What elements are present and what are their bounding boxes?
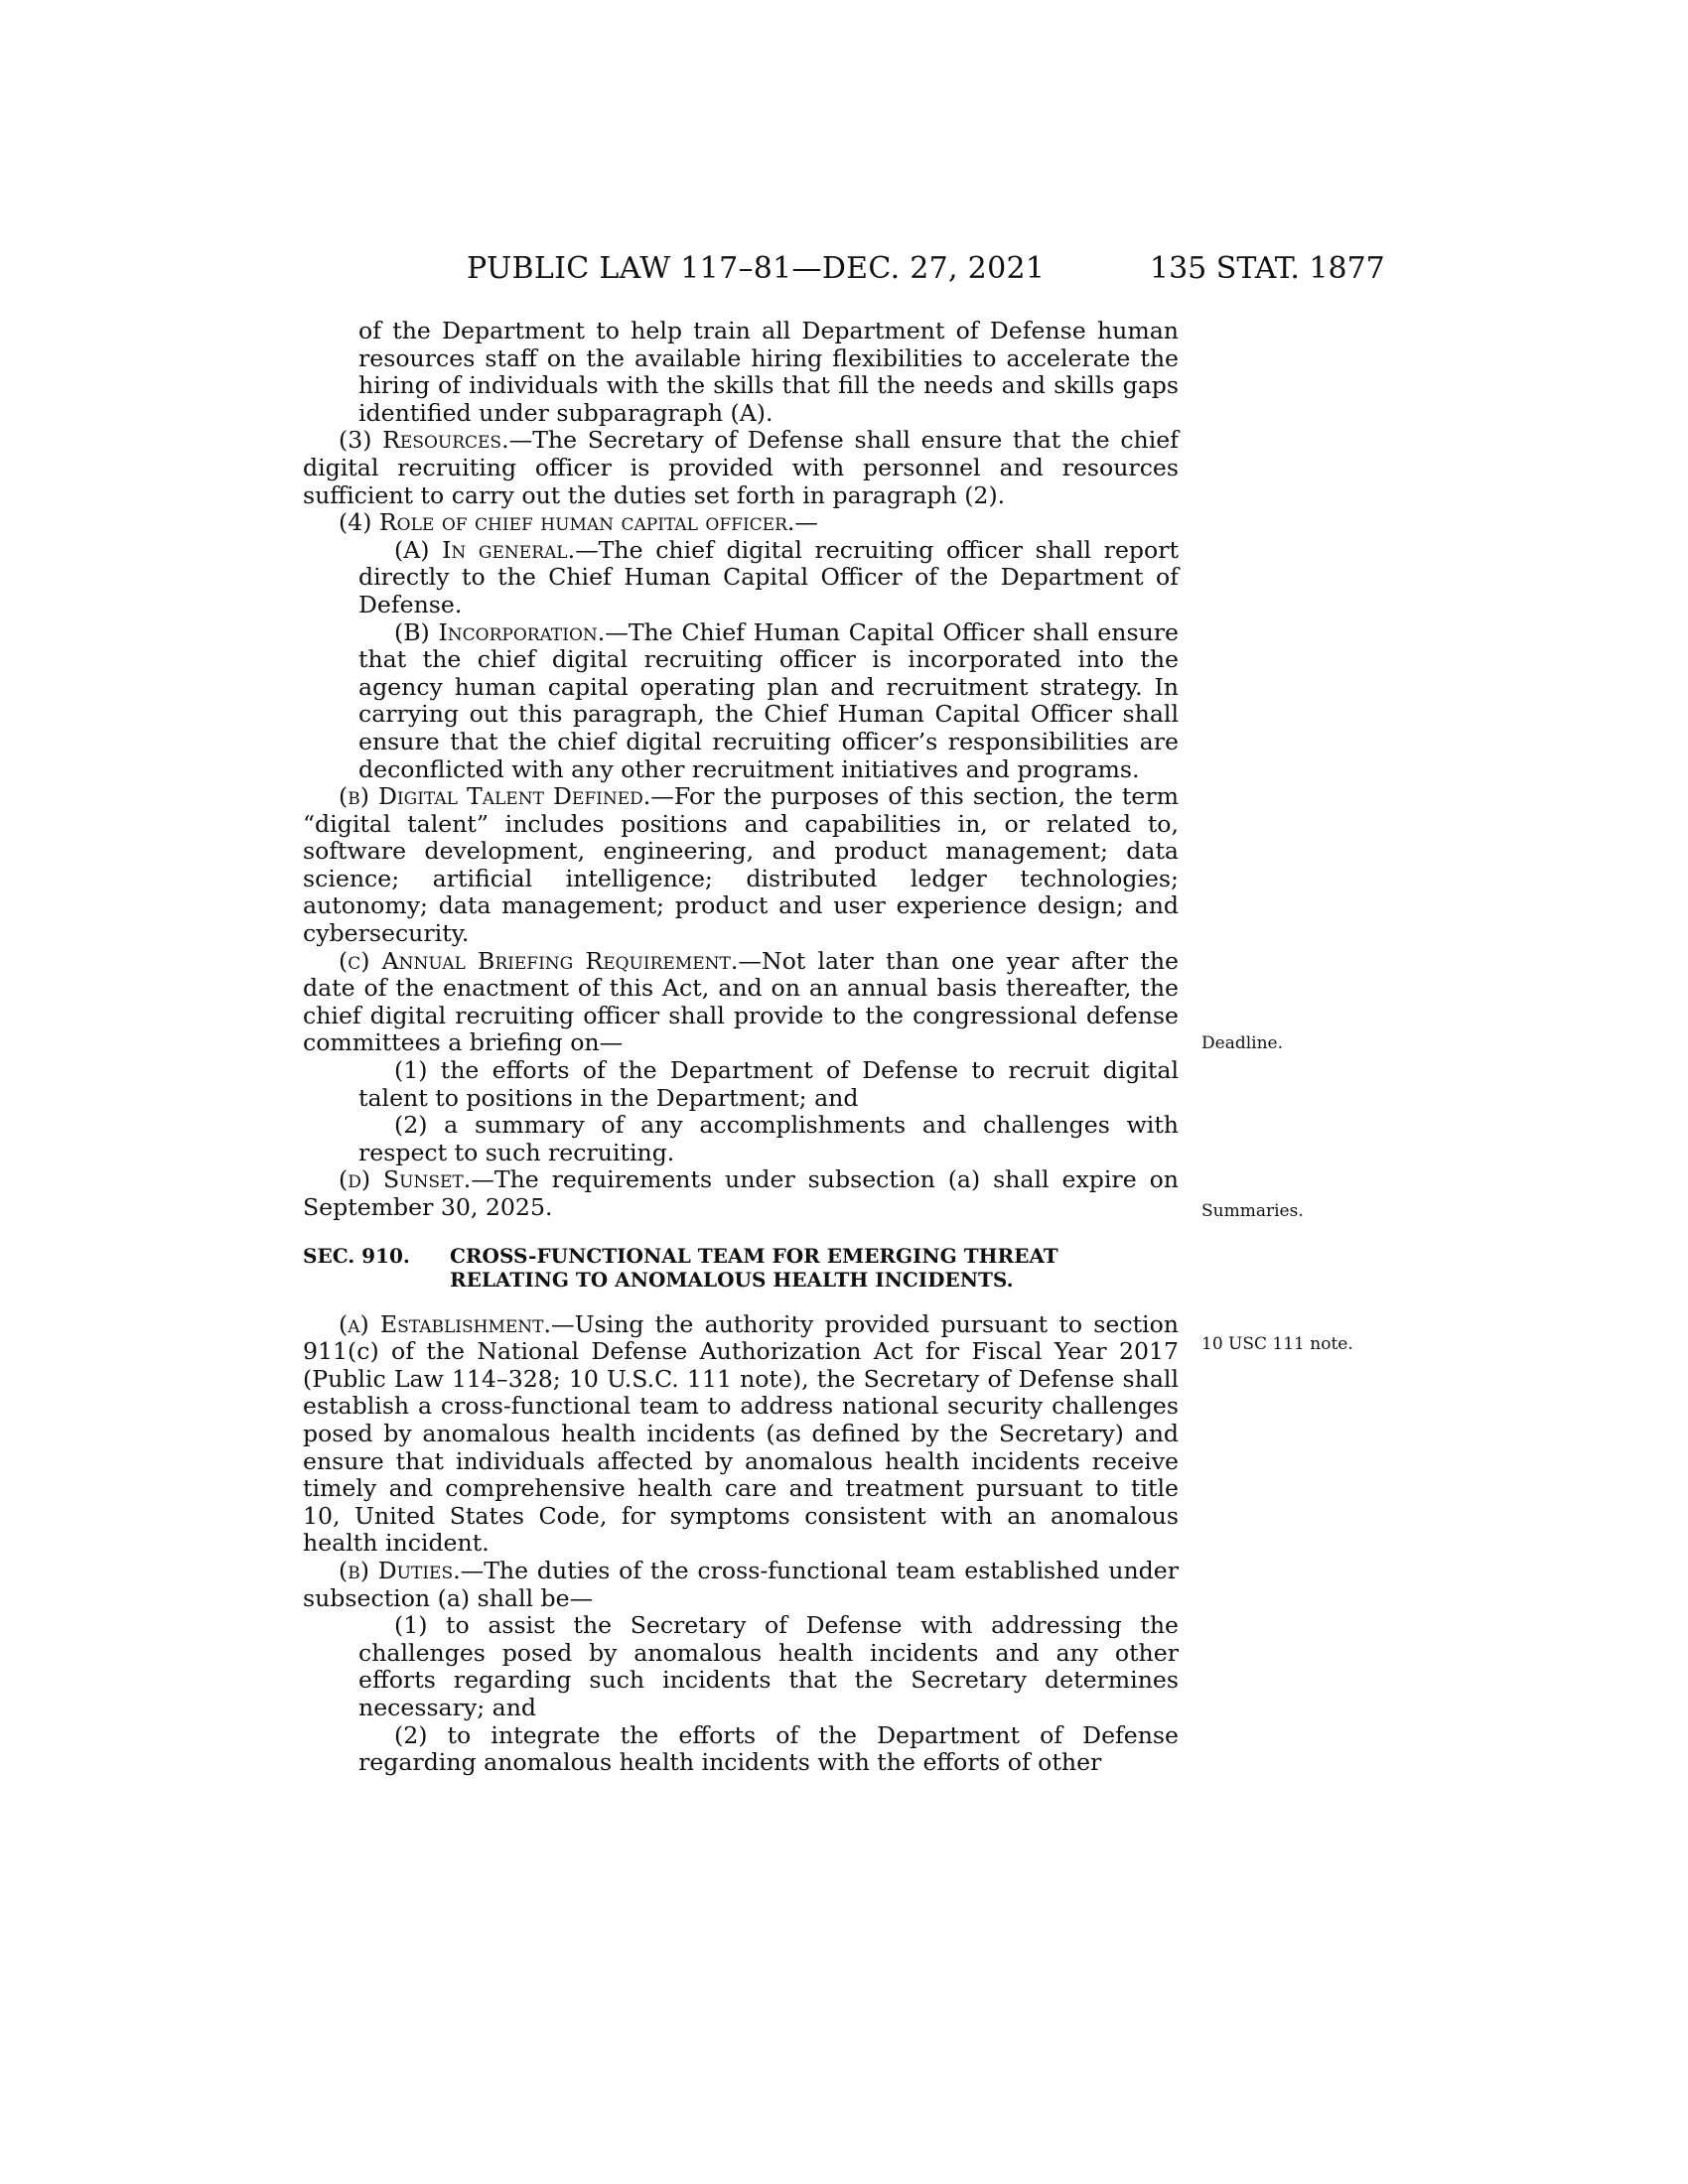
paragraph: (2) to integrate the efforts of the Department of Defense regarding anomalous health incidents with the efforts of other [358, 1720, 1179, 1777]
paragraph [303, 427, 1179, 509]
paragraph [303, 1311, 1179, 1558]
paragraph-text: — [794, 508, 818, 537]
paragraph-text: —The Chief Human Capital Officer shall ensure that the chief digital recruiting officer is incorporated into the agency human capital operating plan and recruitment strategy. In carrying out this paragraph, the Chief Human Capital Officer shall ensure that the chief digital recruiting officer’s responsibilities are deconflicted with any other recruitment initiatives and programs. [358, 617, 1179, 783]
paragraph: of the Department to help train all Department of Defense human resources staff on the available hiring flexibilities to accelerate the hiring of individuals with the skills that fill the needs and skills gaps identified under subparagraph (A). [358, 317, 1179, 427]
running-header-title: PUBLIC LAW 117–81—DEC. 27, 2021 [467, 251, 1046, 286]
paragraph-heading: (b) Digital Talent Defined. [339, 782, 651, 811]
paragraph-text: —For the purposes of this section, the term “digital talent” includes positions and capabilities in, or related to, software development, engineering, and product management; data science; artificial intelligence; distributed ledger technologies; autonomy; data management; product and user experience design; and cybersecurity. [303, 782, 1179, 948]
paragraph [303, 1166, 1179, 1221]
paragraph-heading: (B) Incorporation. [394, 617, 606, 646]
paragraph-heading: (c) Annual Briefing Requirement. [339, 946, 739, 975]
paragraph-heading: (a) Establishment. [339, 1309, 551, 1338]
paragraph [303, 783, 1179, 948]
paragraph-text: —The requirements under subsection (a) shall expire on September 30, 2025. [303, 1165, 1179, 1221]
paragraph-heading: (3) Resources. [339, 426, 509, 455]
paragraph: (1) to assist the Secretary of Defense with addressing the challenges posed by anomalous health incidents and any other efforts regarding such incidents that the Secretary determines necessary; and [358, 1611, 1179, 1721]
paragraph-heading: (4) Role of chief human capital officer. [339, 508, 795, 537]
paragraph-heading: (d) Sunset. [339, 1165, 472, 1194]
paragraph-text: —The duties of the cross-functional team established under subsection (a) shall be— [303, 1556, 1179, 1612]
paragraph: (2) a summary of any accomplishments and challenges with respect to such recruiting. [358, 1111, 1179, 1166]
paragraph [303, 948, 1179, 1057]
body-text [303, 318, 1179, 1777]
paragraph-text: —Using the authority provided pursuant to section 911(c) of the National Defense Authorization Act for Fiscal Year 2017 (Public Law 114–328; 10 U.S.C. 111 note), the Secretary of Defense shall establish a cross-functional team to address national security challenges posed by anomalous health incidents (as defined by the Secretary) and ensure that individuals affected by anomalous health incidents receive timely and comprehensive health care and treatment pursuant to title 10, United States Code, for symptoms consistent with an anomalous health incident. [303, 1309, 1179, 1558]
paragraph [303, 1558, 1179, 1612]
paragraph-text: —The chief digital recruiting officer shall report directly to the Chief Human Capital Officer of the Department of Defense. [358, 535, 1179, 618]
section-title: CROSS-FUNCTIONAL TEAM FOR EMERGING THREAT RELATING TO ANOMALOUS HEALTH INCIDENTS. [450, 1243, 1058, 1292]
paragraph [303, 537, 1179, 619]
paragraph [303, 509, 1179, 537]
paragraph-text: —Not later than one year after the date of the enactment of this Act, and on an annual basis thereafter, the chief digital recruiting officer shall provide to the congressional defense committees a briefing on— [303, 946, 1179, 1057]
paragraph-text: —The Secretary of Defense shall ensure that the chief digital recruiting officer is provided with personnel and resources sufficient to carry out the duties set forth in paragraph (2). [303, 426, 1179, 509]
paragraph [303, 619, 1179, 784]
section-number: SEC. 910. [303, 1243, 410, 1268]
section-heading [303, 1244, 1179, 1292]
paragraph-heading: (b) Duties. [339, 1556, 461, 1584]
paragraph-heading: (A) In general. [394, 535, 576, 564]
page-stat-number: 135 STAT. 1877 [1150, 251, 1385, 286]
sidenote-summaries: Summaries. [1201, 1201, 1304, 1221]
sidenote-deadline: Deadline. [1201, 1033, 1283, 1053]
sidenote-usc: 10 USC 111 note. [1201, 1334, 1353, 1354]
paragraph: (1) the efforts of the Department of Defense to recruit digital talent to positions in the Department; and [358, 1056, 1179, 1112]
